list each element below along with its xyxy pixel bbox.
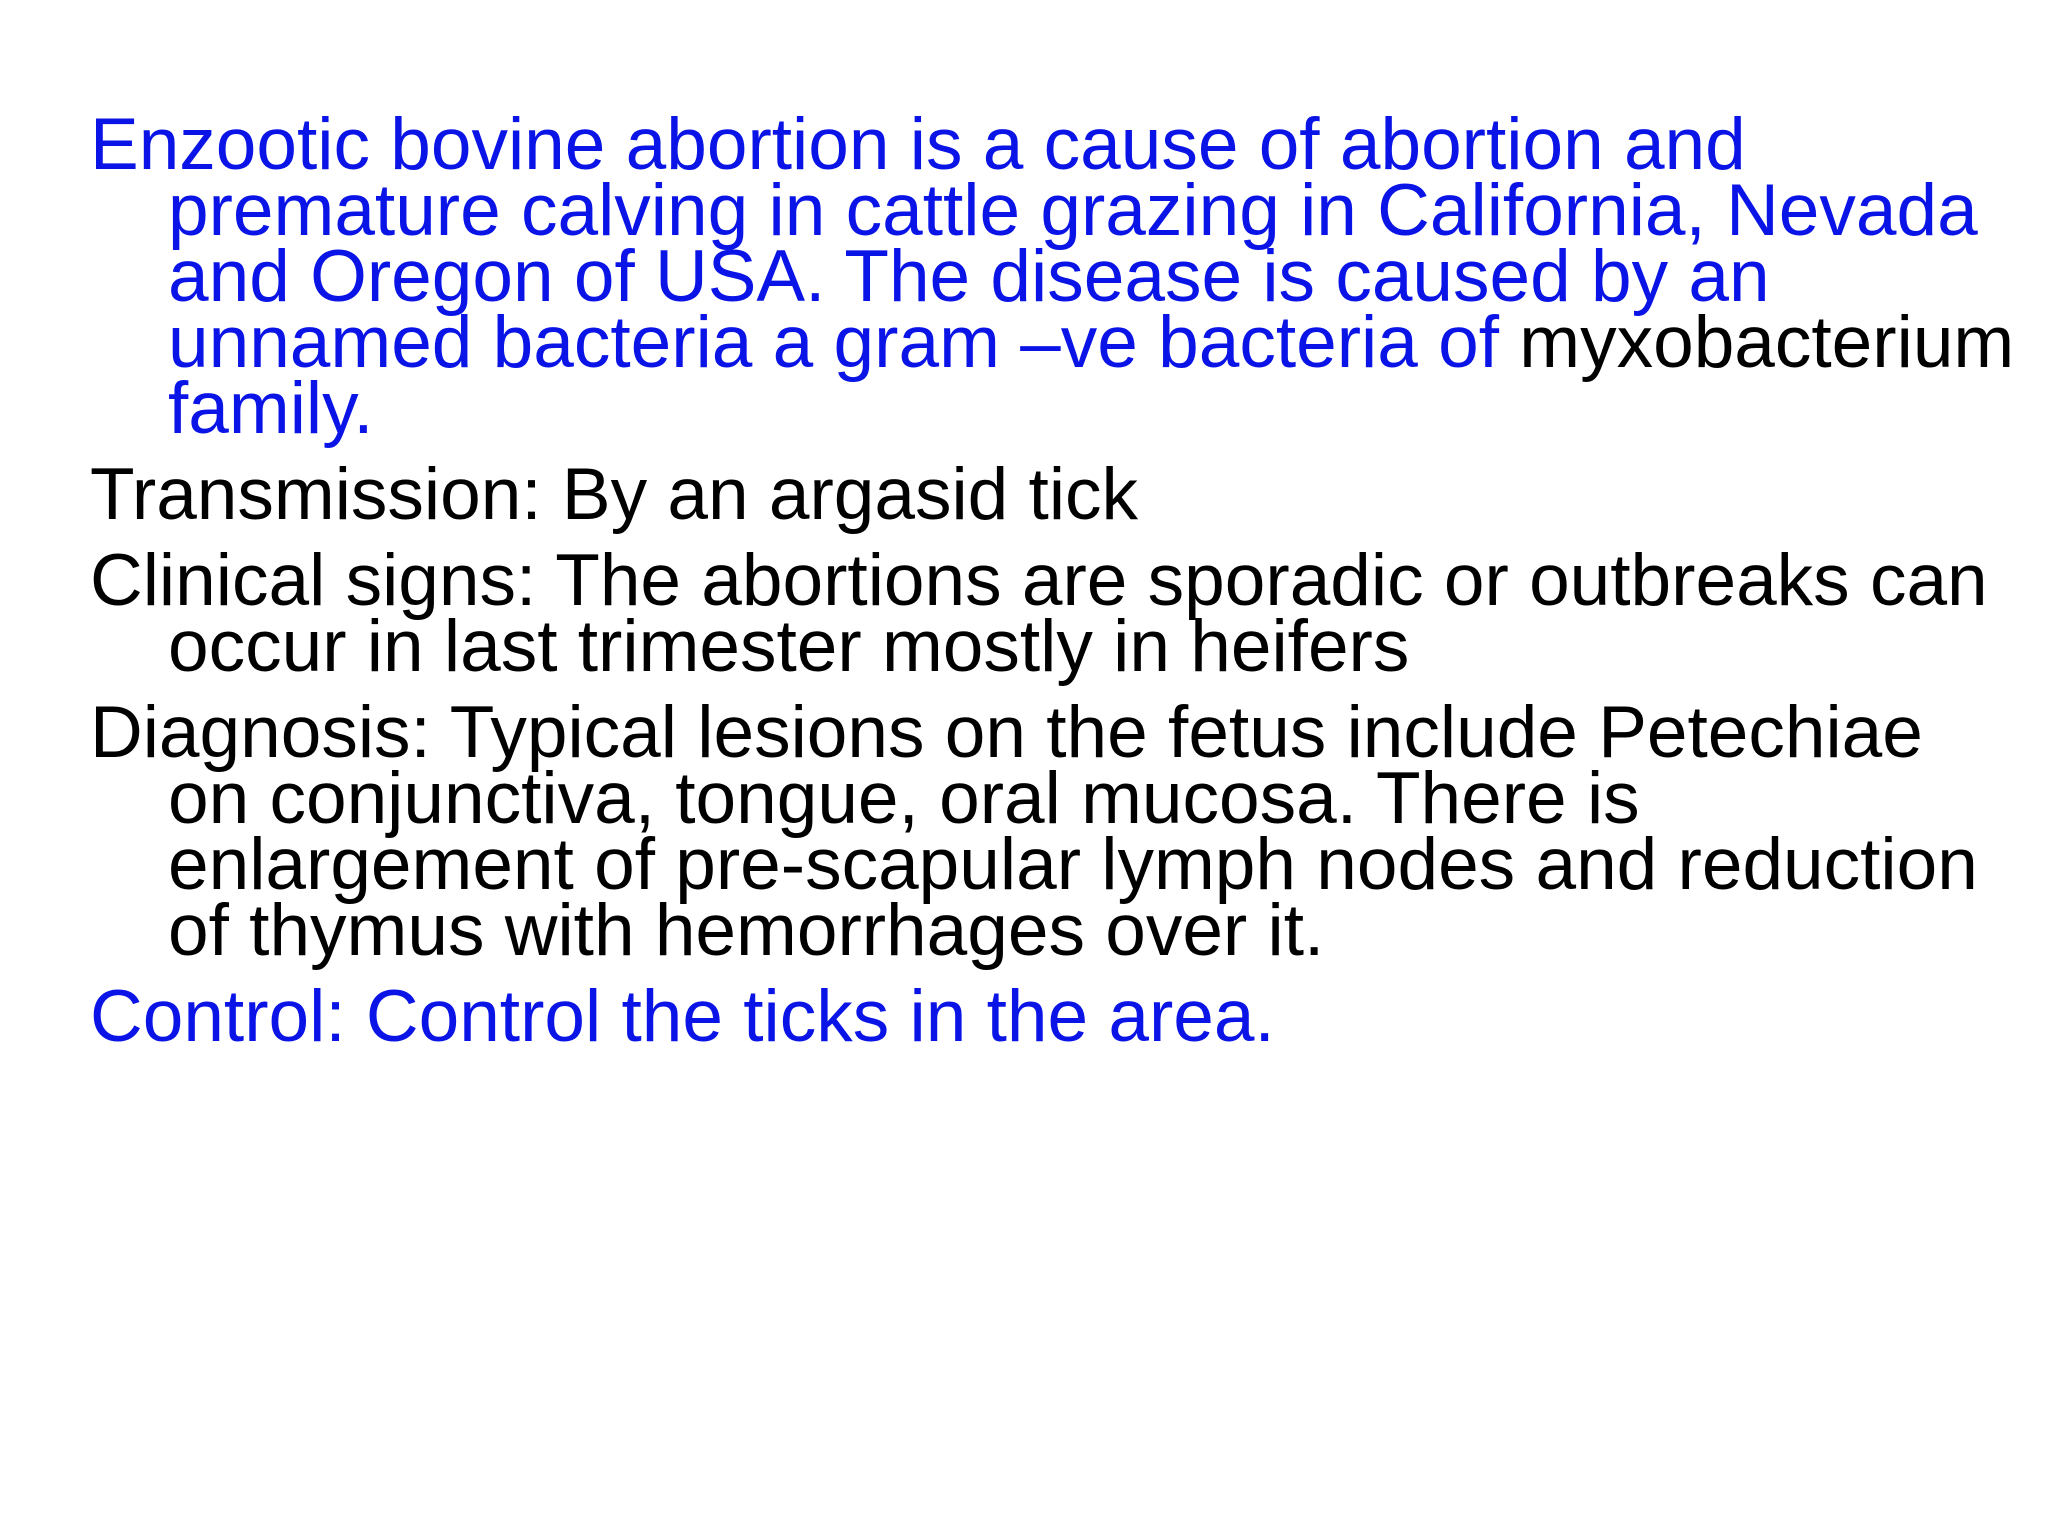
- diagnosis-paragraph: Diagnosis: Typical lesions on the fetus include Petechiae on conjunctiva, tongue, oral mucosa. There is enlargement of pre-scapular lymph nodes and reduction of thymus with hemorrhages over it.: [90, 692, 1978, 971]
- intro-text-highlight: myxobacterium: [1519, 302, 2015, 383]
- control-paragraph: Control: Control the ticks in the area.: [90, 976, 1275, 1057]
- clinical-signs-paragraph: Clinical signs: The abortions are sporadic or outbreaks can occur in last trimester mostly in heifers: [90, 540, 1988, 687]
- intro-text-blue: Enzootic bovine abortion is a cause of abortion and premature calving in cattle grazing in California, Nevada and Oregon of USA. The disease is caused by an unnamed bacteria a gram –ve bacteria of: [90, 104, 1978, 383]
- slide-body-text: [90, 104, 2020, 1070]
- intro-paragraph: [90, 104, 2020, 449]
- intro-text-end: family.: [168, 368, 374, 449]
- transmission-paragraph: Transmission: By an argasid tick: [90, 454, 1139, 535]
